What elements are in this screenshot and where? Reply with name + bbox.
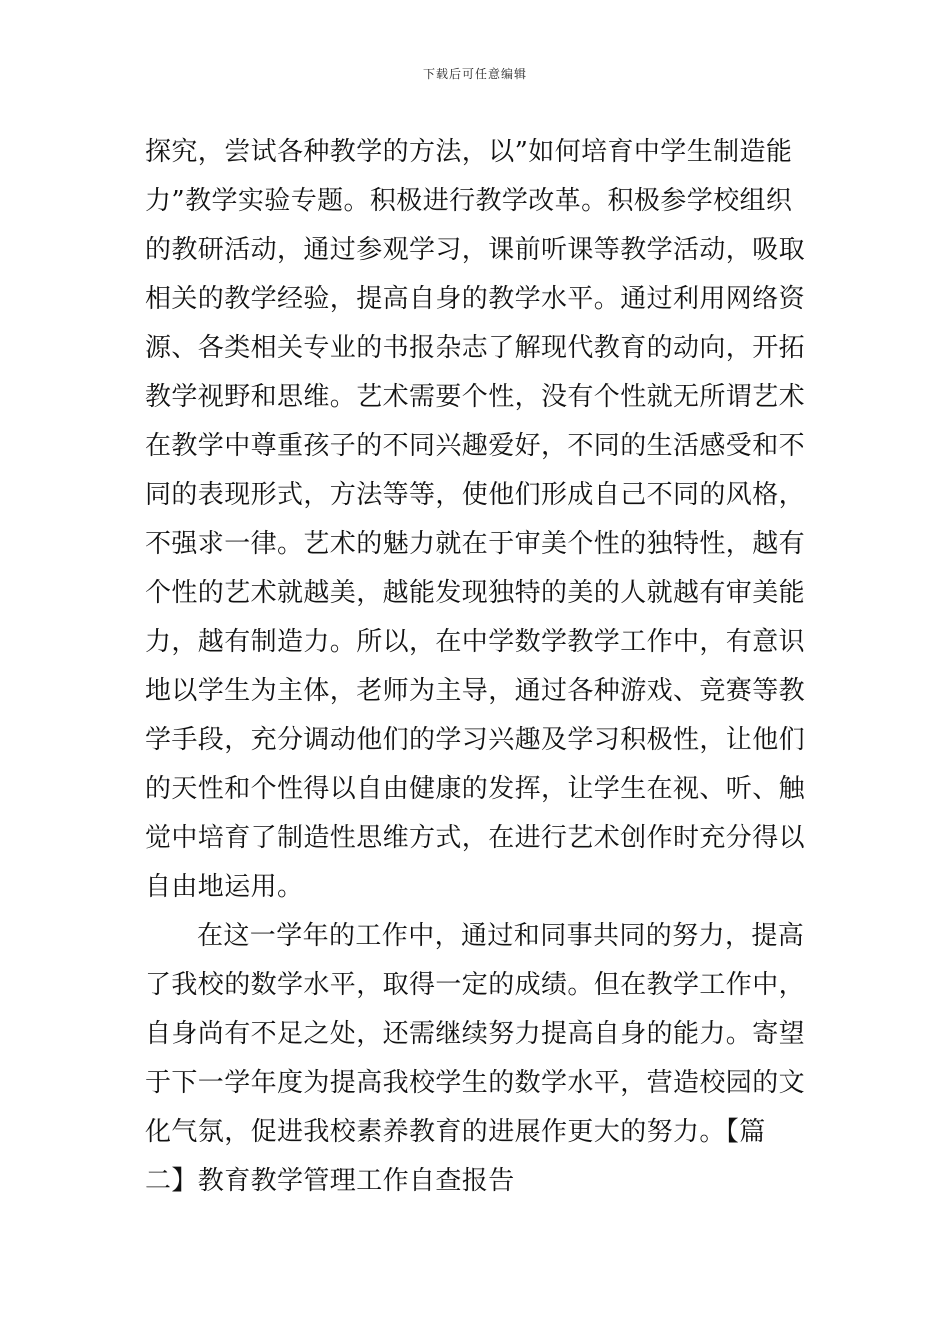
text-line: 地以学生为主体，老师为主导，通过各种游戏、竞赛等教 (145, 676, 806, 706)
text-line: 二】教育教学管理工作自查报告 (145, 1166, 515, 1196)
text-line: 源、各类相关专业的书报杂志了解现代教育的动向，开拓 (145, 333, 806, 363)
text-line: 觉中培育了制造性思维方式，在进行艺术创作时充分得以 (145, 823, 806, 853)
text-line: 力，越有制造力。所以，在中学数学教学工作中，有意识 (145, 627, 806, 657)
text-line: 探究，尝试各种教学的方法，以”如何培育中学生制造能 (145, 137, 793, 167)
text-line: 不强求一律。艺术的魅力就在于审美个性的独特性，越有 (145, 529, 806, 559)
paragraph-1 (145, 128, 805, 912)
text-line: 化气氛，促进我校素养教育的进展作更大的努力。【篇 (145, 1117, 766, 1147)
text-line: 在这一学年的工作中，通过和同事共同的努力，提高 (197, 921, 805, 951)
text-line: 自身尚有不足之处，还需继续努力提高自身的能力。寄望 (145, 1019, 806, 1049)
text-line: 力”教学实验专题。积极进行教学改革。积极参学校组织 (145, 186, 793, 216)
text-line: 在教学中尊重孩子的不同兴趣爱好，不同的生活感受和不 (145, 431, 806, 461)
text-line: 于下一学年度为提高我校学生的数学水平，营造校园的文 (145, 1068, 806, 1098)
text-line: 了我校的数学水平，取得一定的成绩。但在教学工作中， (145, 970, 806, 1000)
page-header: 下载后可任意编辑 (422, 67, 527, 81)
text-line: 学手段，充分调动他们的学习兴趣及学习积极性，让他们 (145, 725, 806, 755)
text-line: 相关的教学经验，提高自身的教学水平。通过利用网络资 (145, 284, 806, 314)
text-line: 的天性和个性得以自由健康的发挥，让学生在视、听、触 (145, 774, 806, 804)
text-line: 同的表现形式，方法等等，使他们形成自己不同的风格， (145, 480, 806, 510)
text-line: 个性的艺术就越美，越能发现独特的美的人就越有审美能 (145, 578, 806, 608)
paragraph-2 (145, 912, 805, 1206)
text-line: 的教研活动，通过参观学习，课前听课等教学活动，吸取 (145, 235, 806, 265)
text-line: 教学视野和思维。艺术需要个性，没有个性就无所谓艺术 (145, 382, 806, 412)
document-body (145, 128, 805, 1206)
text-line: 自由地运用。 (145, 872, 304, 902)
